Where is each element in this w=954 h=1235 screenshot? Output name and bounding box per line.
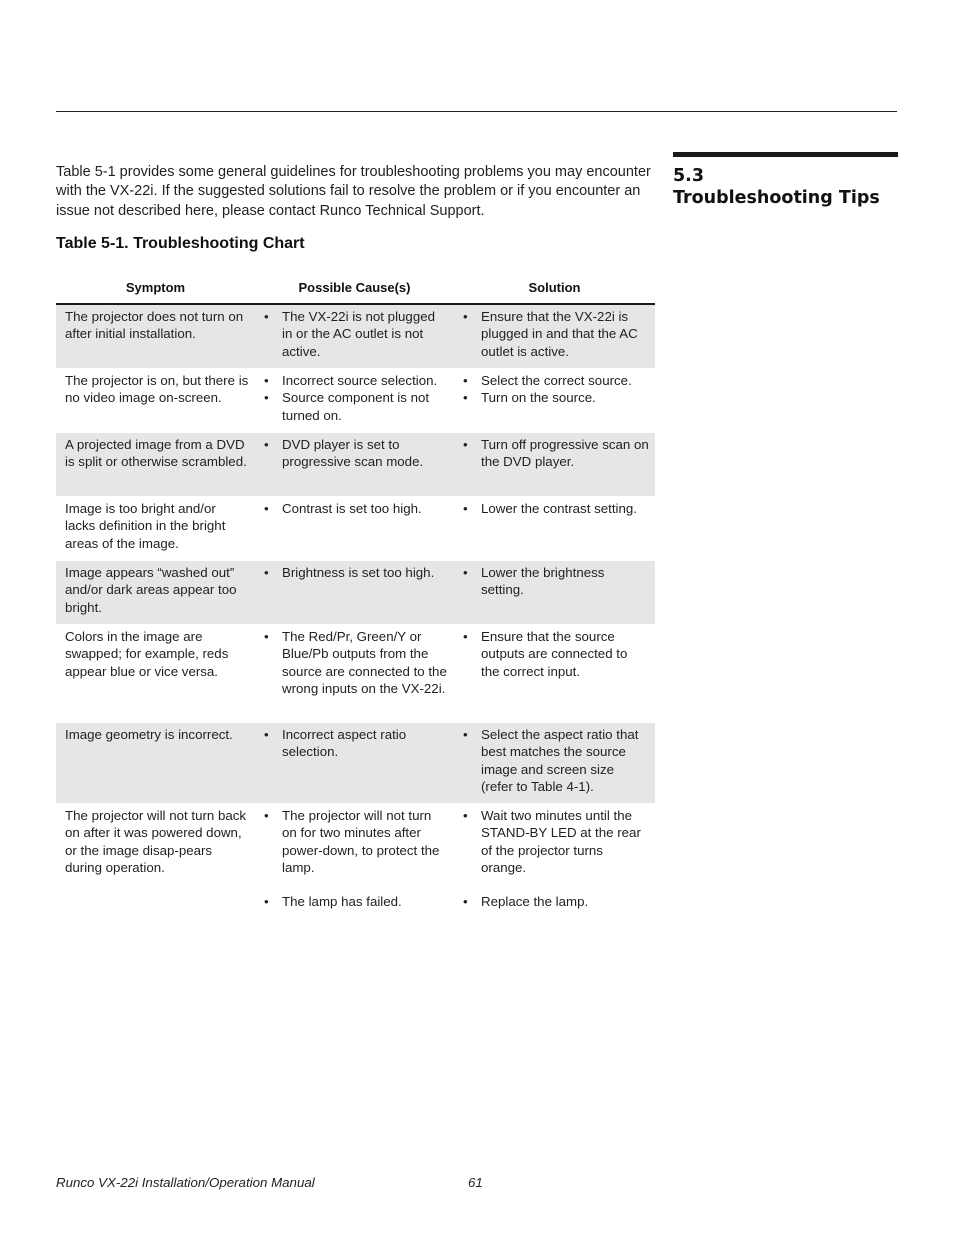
table-row [56, 433, 655, 497]
solution-item: • Ensure that the VX-22i is plugged in and that the AC outlet is active. [462, 308, 649, 360]
symptom-cell: The projector will not turn back on after it was powered down, or the image disap-pears during operation. [65, 808, 247, 876]
section-heading [673, 152, 898, 209]
page-number: 61 [468, 1175, 483, 1190]
table-row [56, 369, 655, 433]
cause-cell [255, 625, 454, 722]
solution-cell [454, 305, 655, 368]
header-solution: Solution [528, 280, 581, 295]
cause-item: • The projector will not turn on for two minutes after power-down, to protect the lamp. [263, 807, 448, 877]
solution-cell [454, 369, 655, 432]
symptom-cell: The projector does not turn on after initial installation. [65, 309, 244, 342]
footer-title: Runco VX-22i Installation/Operation Manual [56, 1175, 315, 1190]
cause-cell [255, 804, 454, 913]
section-number: 5.3 [673, 166, 705, 186]
solution-item: • Replace the lamp. [462, 893, 649, 910]
table-header-row [56, 279, 655, 305]
cause-item: • DVD player is set to progressive scan mode. [263, 436, 448, 471]
cause-item: • Incorrect source selection. [263, 372, 448, 389]
solution-item: • Ensure that the source outputs are connected to the correct input. [462, 628, 649, 680]
solution-item: • Wait two minutes until the STAND-BY LED at the rear of the projector turns orange. [462, 807, 649, 877]
symptom-cell: Image is too bright and/or lacks definition in the bright areas of the image. [65, 501, 226, 551]
cause-item: • The Red/Pr, Green/Y or Blue/Pb outputs from the source are connected to the wrong inputs on the VX-22i. [263, 628, 448, 698]
symptom-cell: A projected image from a DVD is split or otherwise scrambled. [65, 437, 247, 470]
troubleshooting-table [56, 279, 655, 914]
table-caption: Table 5-1. Troubleshooting Chart [56, 235, 305, 252]
cause-cell [255, 561, 454, 624]
symptom-cell: The projector is on, but there is no video image on-screen. [65, 373, 249, 406]
header-cause: Possible Cause(s) [298, 280, 411, 295]
symptom-cell: Image appears “washed out” and/or dark areas appear too bright. [65, 565, 237, 615]
solution-item: • Turn on the source. [462, 389, 649, 406]
cause-cell [255, 497, 454, 560]
intro-paragraph: Table 5-1 provides some general guidelines for troubleshooting problems you may encounter with the VX-22i. If the suggested solutions fail to resolve the problem or if you encounter an issue not described here, please contact Runco Technical Support. [56, 164, 651, 219]
solution-cell [454, 804, 655, 913]
cause-cell [255, 369, 454, 432]
cause-item: • Incorrect aspect ratio selection. [263, 726, 448, 761]
solution-item: • Select the correct source. [462, 372, 649, 389]
cause-item: • The VX-22i is not plugged in or the AC outlet is not active. [263, 308, 448, 360]
table-row [56, 804, 655, 914]
cause-cell [255, 433, 454, 496]
solution-item: • Lower the brightness setting. [462, 564, 649, 599]
cause-item: • Contrast is set too high. [263, 500, 448, 517]
solution-cell [454, 723, 655, 803]
table-row [56, 305, 655, 369]
solution-item: • Lower the contrast setting. [462, 500, 649, 517]
cause-item: • Source component is not turned on. [263, 389, 448, 424]
table-row [56, 497, 655, 561]
symptom-cell: Image geometry is incorrect. [65, 727, 233, 742]
solution-item: • Select the aspect ratio that best matches the source image and screen size (refer to Table 4-1). [462, 726, 649, 796]
cause-item: • The lamp has failed. [263, 893, 448, 910]
cause-cell [255, 305, 454, 368]
solution-cell [454, 561, 655, 624]
header-rule [56, 111, 897, 112]
cause-cell [255, 723, 454, 803]
table-row [56, 723, 655, 804]
section-bar [673, 152, 898, 157]
table-row [56, 625, 655, 723]
section-title: Troubleshooting Tips [673, 188, 880, 208]
header-symptom: Symptom [125, 280, 186, 295]
solution-item: • Turn off progressive scan on the DVD player. [462, 436, 649, 471]
solution-cell [454, 625, 655, 722]
solution-cell [454, 433, 655, 496]
symptom-cell: Colors in the image are swapped; for example, reds appear blue or vice versa. [65, 629, 229, 679]
cause-item: • Brightness is set too high. [263, 564, 448, 581]
table-row [56, 561, 655, 625]
solution-cell [454, 497, 655, 560]
